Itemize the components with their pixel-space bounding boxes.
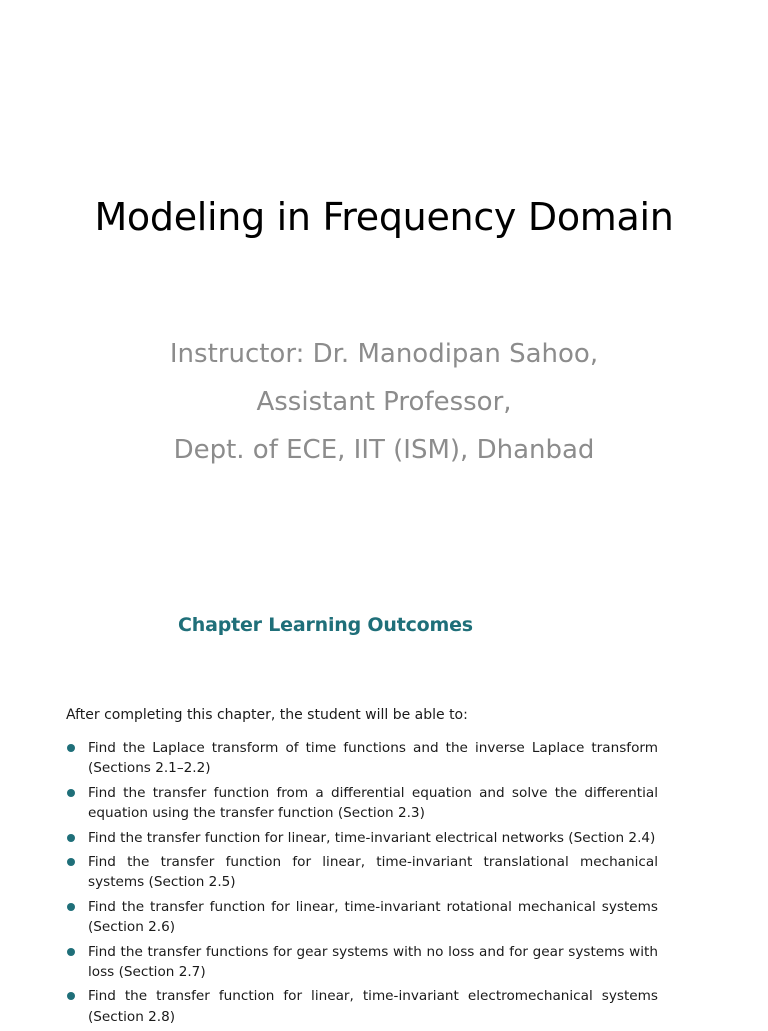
bullet-icon <box>67 744 75 752</box>
bullet-icon <box>67 903 75 911</box>
position-line: Assistant Professor, <box>256 387 512 417</box>
bullet-icon <box>67 992 75 1000</box>
outcomes-list <box>66 738 658 1031</box>
outcome-text: Find the transfer function for linear, time-invariant translational mechanical systems (Section 2.5) <box>88 854 658 891</box>
outcome-item <box>66 942 658 983</box>
outcome-item <box>66 783 658 824</box>
outcome-item <box>66 738 658 779</box>
bullet-icon <box>67 834 75 842</box>
bullet-icon <box>67 948 75 956</box>
outcome-item <box>66 852 658 893</box>
outcome-item <box>66 986 658 1027</box>
slide-title: Modeling in Frequency Domain <box>94 195 674 239</box>
outcomes-intro: After completing this chapter, the student will be able to: <box>66 707 468 723</box>
outcome-text: Find the transfer function for linear, time-invariant electrical networks (Section 2.4) <box>88 829 656 846</box>
outcome-text: Find the transfer function for linear, time-invariant electromechanical systems (Section 2.8) <box>88 988 658 1025</box>
bullet-icon <box>67 789 75 797</box>
learning-outcomes-slide <box>0 576 768 1024</box>
outcome-item <box>66 897 658 938</box>
slide-subtitle <box>0 330 768 474</box>
outcomes-heading: Chapter Learning Outcomes <box>178 614 473 636</box>
outcome-text: Find the transfer function for linear, time-invariant rotational mechanical systems (Section 2.6) <box>88 898 658 936</box>
department-line: Dept. of ECE, IIT (ISM), Dhanbad <box>173 435 595 465</box>
instructor-line: Instructor: Dr. Manodipan Sahoo, <box>169 339 599 369</box>
bullet-icon <box>67 858 75 866</box>
outcome-item <box>66 828 658 848</box>
outcome-text: Find the transfer function from a differential equation and solve the differential equation using the transfer function (Section 2.3) <box>88 784 658 822</box>
outcome-text: Find the transfer functions for gear systems with no loss and for gear systems with loss (Section 2.7) <box>88 943 658 981</box>
outcome-text: Find the Laplace transform of time functions and the inverse Laplace transform (Sections 2.1–2.2) <box>88 740 658 777</box>
